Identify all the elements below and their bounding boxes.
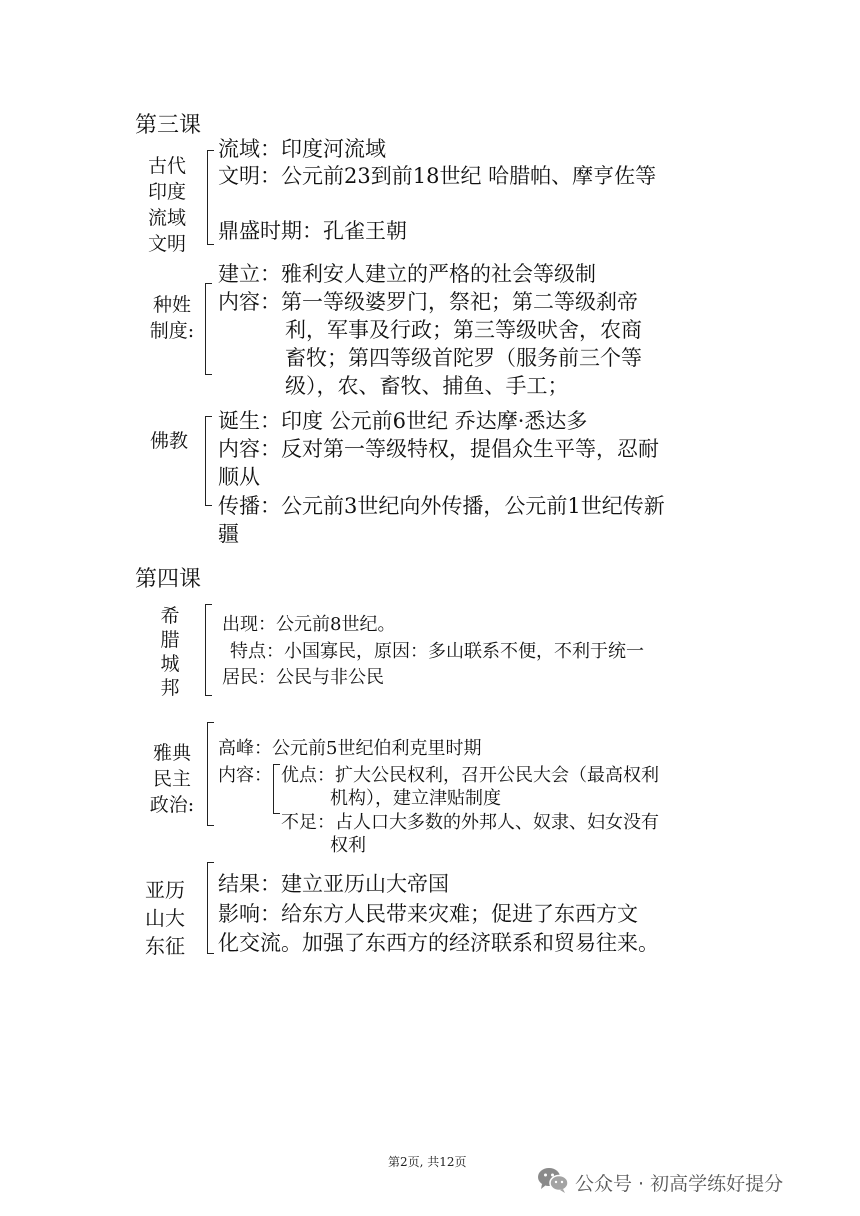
- greek-topic-line: 希: [160, 605, 180, 627]
- greek-item: 居民：公民与非公民: [222, 667, 384, 688]
- lesson4-title: 第四课: [135, 567, 202, 592]
- buddhism-topic-line: 佛教: [149, 430, 188, 452]
- athens-content-brace: [273, 764, 274, 814]
- india-item: 鼎盛时期：孔雀王朝: [218, 219, 407, 243]
- caste-topic-line: 制度:: [149, 320, 195, 342]
- india-item: 文明：公元前23到前18世纪 哈腊帕、摩亨佐等: [218, 164, 657, 188]
- caste-topic: [142, 292, 202, 344]
- india-brace: [207, 150, 208, 245]
- athens-topic: [146, 740, 198, 818]
- alexander-topic-line: 山大: [145, 906, 185, 930]
- athens-item: 高峰：公元前5世纪伯利克里时期: [218, 738, 482, 759]
- greek-item: 特点：小国寡民，原因：多山联系不便，不利于统一: [230, 641, 644, 662]
- buddhism-item: 内容：反对第一等级特权，提倡众生平等，忍耐: [218, 437, 659, 461]
- wechat-icon: [536, 1166, 570, 1194]
- india-topic-line: 文明: [147, 233, 186, 255]
- buddhism-item: 疆: [218, 522, 239, 546]
- athens-topic-line: 雅典: [152, 742, 191, 764]
- greek-item: 出现：公元前8世纪。: [222, 614, 396, 635]
- alexander-topic: [136, 876, 194, 960]
- buddhism-topic: [145, 428, 193, 454]
- buddhism-brace: [205, 416, 206, 506]
- alexander-topic-line: 东征: [145, 934, 185, 958]
- athens-topic-line: 政治:: [149, 794, 195, 816]
- athens-topic-line: 民主: [152, 768, 191, 790]
- caste-item: 畜牧；第四等级首陀罗（服务前三个等: [285, 346, 642, 370]
- greek-topic-line: 城: [160, 653, 180, 675]
- india-topic-line: 古代: [147, 155, 186, 177]
- india-topic-line: 印度: [147, 181, 186, 203]
- athens-item: 内容：: [218, 765, 272, 786]
- greek-topic-line: 腊: [160, 629, 180, 651]
- lesson3-title: 第三课: [135, 113, 202, 138]
- buddhism-item: 诞生：印度 公元前6世纪 乔达摩·悉达多: [218, 409, 588, 433]
- page-number: 第2页, 共12页: [388, 1155, 467, 1169]
- athens-item: 权利: [330, 835, 366, 856]
- india-item: 流域：印度河流域: [218, 137, 386, 161]
- athens-item: 不足：占人口大多数的外邦人、奴隶、妇女没有: [281, 812, 659, 833]
- athens-brace: [207, 722, 208, 826]
- caste-item: 建立：雅利安人建立的严格的社会等级制: [218, 262, 596, 286]
- greek-brace: [205, 604, 206, 696]
- alexander-brace: [207, 862, 208, 954]
- watermark-text: 公众号 · 初高学练好提分: [575, 1173, 784, 1195]
- caste-item: 利，军事及行政；第三等级吠舍，农商: [285, 318, 642, 342]
- caste-item: 级），农、畜牧、捕鱼、手工；: [285, 374, 569, 398]
- alexander-item: 影响：给东方人民带来灾难；促进了东西方文: [218, 902, 638, 926]
- athens-item: 优点：扩大公民权利，召开公民大会（最高权利: [281, 765, 659, 786]
- caste-brace: [205, 283, 206, 375]
- buddhism-item: 顺从: [218, 465, 260, 489]
- india-topic: [145, 153, 189, 257]
- alexander-item: 结果：建立亚历山大帝国: [218, 872, 449, 896]
- india-topic-line: 流域: [147, 207, 186, 229]
- athens-item: 机构），建立津贴制度: [330, 788, 501, 809]
- greek-topic: [155, 604, 185, 700]
- alexander-topic-line: 亚历: [145, 878, 185, 902]
- caste-item: 内容：第一等级婆罗门，祭祀；第二等级刹帝: [218, 290, 638, 314]
- alexander-item: 化交流。加强了东西方的经济联系和贸易往来。: [218, 931, 659, 955]
- greek-topic-line: 邦: [160, 677, 180, 699]
- buddhism-item: 传播：公元前3世纪向外传播，公元前1世纪传新: [218, 494, 665, 518]
- caste-topic-line: 种姓: [152, 294, 191, 316]
